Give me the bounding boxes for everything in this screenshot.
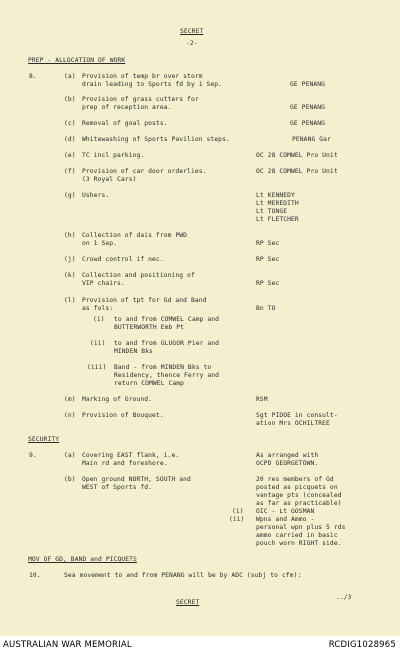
item-responsibility: OCPD GEORGETOWN. — [256, 460, 319, 467]
sub-item-roman: (ii) — [90, 340, 106, 347]
item-responsibility: As arranged with — [256, 452, 319, 459]
item-responsibility: RSM — [256, 396, 268, 403]
item-letter: (k) — [64, 272, 76, 279]
item-responsibility: OC 28 COMWEL Pro Unit — [256, 168, 338, 175]
para-number-9: 9. — [29, 452, 37, 459]
para-text: Sea movement to and from PENANG will be by ADC (subj to cfm): — [64, 572, 302, 579]
item-letter: (a) — [64, 73, 76, 80]
item-text: Provision of tpt for Gd and Band — [82, 297, 207, 304]
item-responsibility: GE PENANG — [290, 120, 326, 127]
item-text: WEST of Sports fd. — [82, 484, 153, 491]
item-responsibility: ation Mrs OCHILTREE — [256, 420, 330, 427]
item-text: TC incl parking. — [82, 152, 145, 159]
sub-item-roman: (i) — [93, 316, 105, 323]
item-text: Collection and positioning of — [82, 272, 195, 279]
item-text: prep of reception area. — [82, 104, 172, 111]
item-letter: (e) — [64, 152, 76, 159]
item-responsibility: as far as practicable) — [256, 500, 342, 507]
item-responsibility: GE PENANG — [290, 104, 326, 111]
item-letter: (l) — [64, 297, 76, 304]
item-letter: (c) — [64, 120, 76, 127]
header-classification: SECRET — [180, 28, 204, 35]
item-responsibility: vantage pts (concealed — [256, 492, 342, 499]
item-letter: (n) — [64, 412, 76, 419]
item-text: Provision of temp br over storm — [82, 73, 203, 80]
archive-label: AUSTRALIAN WAR MEMORIAL — [3, 640, 132, 650]
item-responsibility: PENANG Gar — [292, 136, 331, 143]
item-text: Open ground NORTH, SOUTH and — [82, 476, 191, 483]
item-responsibility: 20 res members of Gd — [256, 476, 334, 483]
item-letter: (g) — [64, 192, 76, 199]
item-text: Removal of goal posts. — [82, 120, 168, 127]
section-heading-movement: MOV OF GD, BAND and PICQUETS — [28, 556, 137, 563]
item-text: VIP chairs. — [82, 280, 125, 287]
item-letter: (h) — [64, 232, 76, 239]
sub-resp-text: Wpns and Ammo - — [256, 516, 315, 523]
continued-marker: ../3 — [336, 594, 352, 601]
item-text: as fols: — [82, 305, 114, 312]
footer-classification: SECRET — [176, 599, 200, 606]
item-responsibility: Bn TO — [256, 305, 276, 312]
item-text: Main rd and foreshore. — [82, 460, 168, 467]
sub-resp-cont: ammo carried in basic — [256, 532, 338, 539]
item-responsibility: RP Sec — [256, 280, 280, 287]
item-text: drain leading to Sports fd by 1 Sep. — [82, 81, 223, 88]
item-letter: (a) — [64, 452, 76, 459]
item-responsibility: RP Sec — [256, 240, 280, 247]
item-letter: (b) — [64, 96, 76, 103]
sub-item-text: return COMWEL Camp — [114, 380, 185, 387]
item-responsibility: Sgt PIDOE in consult- — [256, 412, 338, 419]
item-text: Provision of grass cutters for — [82, 96, 199, 103]
item-letter: (b) — [64, 476, 76, 483]
item-letter: (f) — [64, 168, 76, 175]
sub-item-text: to and from GLUGOR Pier and — [114, 340, 220, 347]
sub-resp-text: OIC - Lt GOSMAN — [256, 508, 315, 515]
item-responsibility: RP Sec — [256, 256, 280, 263]
item-text: Provision of car door orderlies. — [82, 168, 207, 175]
sub-item-text: Band - from MINDEN Bks to — [114, 364, 212, 371]
sub-resp-cont: pouch worn RIGHT side. — [256, 540, 342, 547]
section-heading-prep: PREP - ALLOCATION OF WORK — [28, 57, 126, 64]
item-responsibility: posted as picquets on — [256, 484, 338, 491]
archive-reference: RCDIG1028965 — [328, 640, 396, 650]
sub-item-text: to and from COMWEL Camp and — [114, 316, 220, 323]
item-text: Marking of Ground. — [82, 396, 153, 403]
para-number-10: 10. — [29, 572, 41, 579]
item-responsibility: Lt TONGE — [256, 208, 288, 215]
item-letter: (j) — [64, 256, 76, 263]
archive-footer-bar — [0, 636, 400, 653]
item-letter: (m) — [64, 396, 76, 403]
sub-item-roman: (iii) — [87, 364, 107, 371]
sub-resp-cont: personal wpn plus 5 rds — [256, 524, 346, 531]
item-responsibility: Lt FLETCHER — [256, 216, 299, 223]
item-text: Whitewashing of Sports Pavilion steps. — [82, 136, 230, 143]
item-letter: (d) — [64, 136, 76, 143]
item-text: (3 Royal Cars) — [82, 176, 137, 183]
item-text: on 1 Sep. — [82, 240, 118, 247]
item-text: Provision of Bouquet. — [82, 412, 164, 419]
section-heading-security: SECURITY — [28, 436, 60, 443]
item-responsibility: GE PENANG — [290, 81, 326, 88]
header-page-number: -2- — [186, 40, 198, 47]
item-responsibility: Lt MEREDITH — [256, 200, 299, 207]
para-number-8: 8. — [29, 73, 37, 80]
item-responsibility: OC 28 COMWEL Pro Unit — [256, 152, 338, 159]
item-text: Covering EAST flank, i.e. — [82, 452, 180, 459]
sub-resp-roman: (ii) — [229, 516, 245, 523]
sub-item-text: MINDEN Bks — [114, 348, 153, 355]
item-text: Collection of dais from PWD — [82, 232, 188, 239]
sub-item-text: BUTTERWORTH Emb Pt — [114, 324, 185, 331]
item-text: Ushers. — [82, 192, 110, 199]
item-text: Crowd control if nec. — [82, 256, 164, 263]
sub-resp-roman: (i) — [232, 508, 244, 515]
sub-item-text: Residency, thence Ferry and — [114, 372, 220, 379]
item-responsibility: Lt KENNEDY — [256, 192, 295, 199]
